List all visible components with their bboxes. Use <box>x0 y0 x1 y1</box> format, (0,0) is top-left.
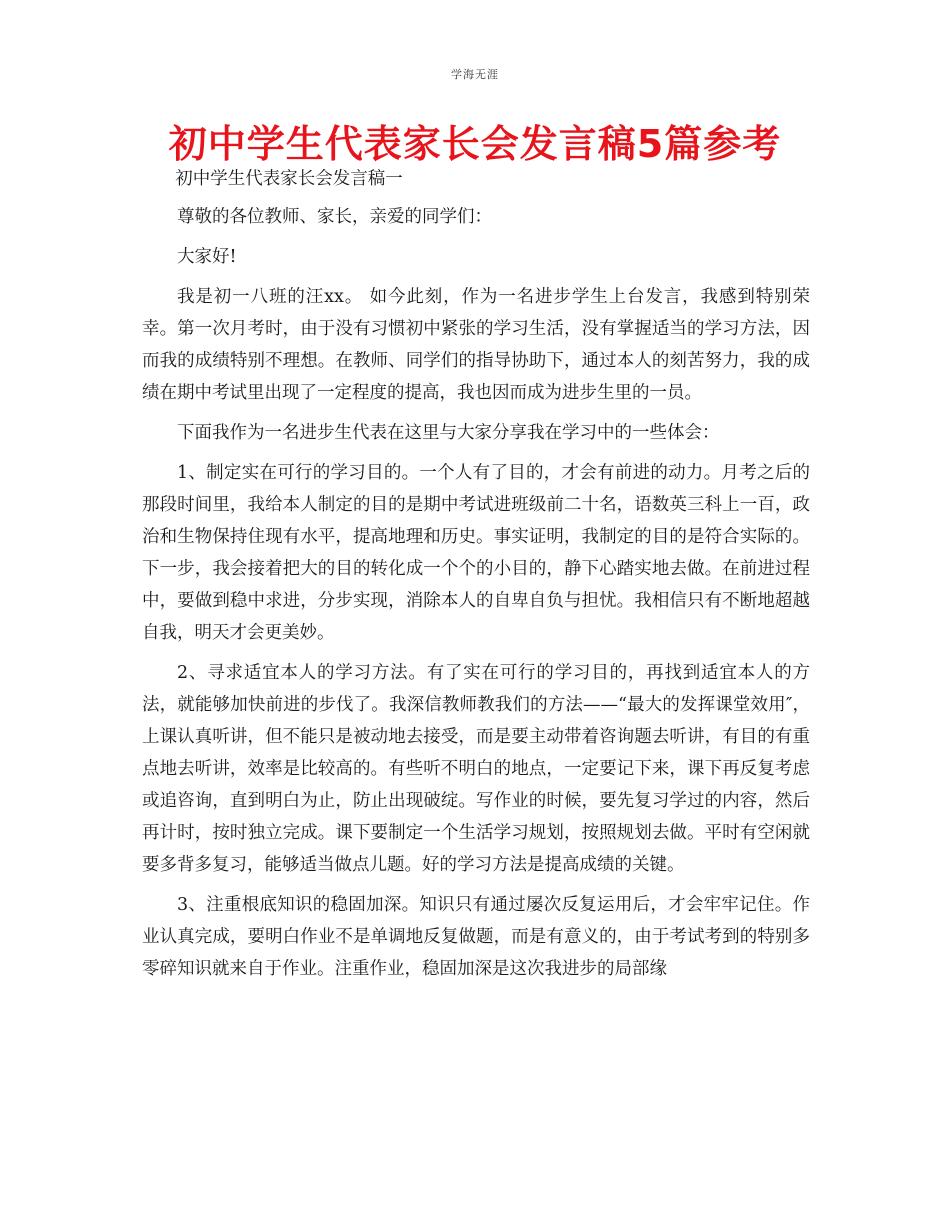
paragraph-intro: 我是初一八班的汪xx。 如今此刻，作为一名进步学生上台发言，我感到特别荣幸。第一次月考时，由于没有习惯初中紧张的学习生活，没有掌握适当的学习方法，因而我的成绩特别不理想。在教师、同学们的指导协助下，通过本人的刻苦努力，我的成绩在期中考试里出现了一定程度的提高，我也因而成为进步生里的一员。 <box>142 287 810 403</box>
paragraph-point-2: 2、寻求适宜本人的学习方法。有了实在可行的学习目的，再找到适宜本人的方法，就能够加快前进的步伐了。我深信教师教我们的方法——“最大的发挥课堂效用″，上课认真听讲，但不能只是被动地去接受，而是要主动带着咨询题去听讲，有目的有重点地去听讲，效率是比较高的。有些听不明白的地点，一定要记下来，课下再反复考虑或追咨询，直到明白为止，防止出现破绽。写作业的时候，要先复习学过的内容，然后再计时，按时独立完成。课下要制定一个生活学习规划，按照规划去做。平时有空闲就要多背多复习，能够适当做点儿题。好的学习方法是提高成绩的关键。 <box>142 663 810 875</box>
paragraph-point-3: 3、注重根底知识的稳固加深。知识只有通过屡次反复运用后，才会牢牢记住。作业认真完成，要明白作业不是单调地反复做题，而是有意义的，由于考试考到的特别多零碎知识就来自于作业。注重作业，稳固加深是这次我进步的局部缘 <box>142 895 810 979</box>
paragraph-salutation: 尊敬的各位教师、家长，亲爱的同学们： <box>177 207 492 227</box>
paragraph-subtitle: 初中学生代表家长会发言稿一 <box>175 169 403 189</box>
paragraph-point-1: 1、制定实在可行的学习目的。一个人有了目的，才会有前进的动力。月考之后的那段时间里，我给本人制定的目的是期中考试进班级前二十名，语数英三科上一百，政治和生物保持住现有水平，提高地理和历史。事实证明，我制定的目的是符合实际的。下一步，我会接着把大的目的转化成一个个的小目的，静下心踏实地去做。在前进过程中，要做到稳中求进，分步实现，消除本人的自卑自负与担忧。我相信只有不断地超越自我，明天才会更美妙。 <box>142 463 810 643</box>
document-title: 初中学生代表家长会发言稿5篇参考 <box>168 122 782 166</box>
paragraph-greeting: 大家好! <box>177 247 237 267</box>
header-watermark: 学海无涯 <box>451 68 499 81</box>
paragraph-transition: 下面我作为一名进步生代表在这里与大家分享我在学习中的一些体会： <box>177 423 720 443</box>
document-body <box>142 163 810 993</box>
